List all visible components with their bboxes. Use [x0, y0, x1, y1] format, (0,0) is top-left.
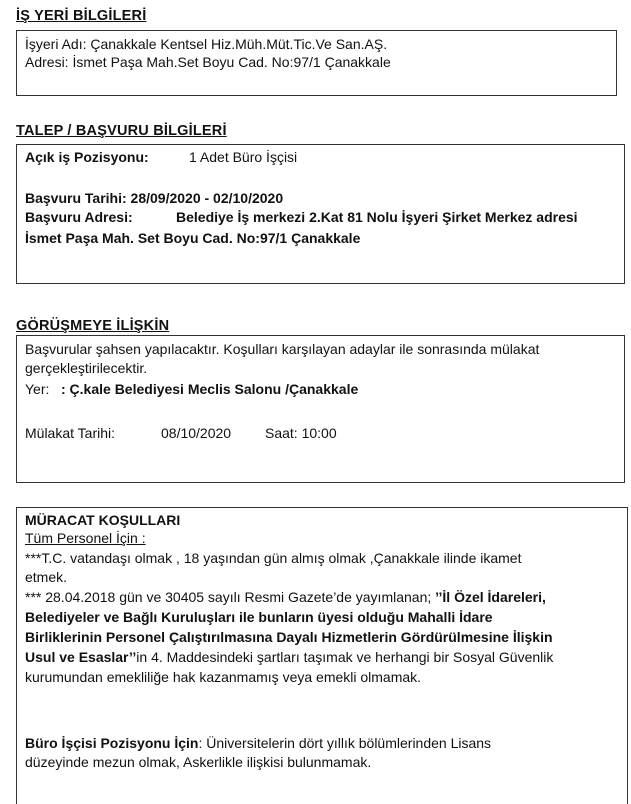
kosul1-line1: ***T.C. vatandaşı olmak , 18 yaşından gün almış olmak ,Çanakkale ilinde ikamet	[25, 550, 522, 566]
kosul2-line1-text: *** 28.04.2018 gün ve 30405 sayılı Resmi Gazete’de yayımlanan;	[25, 589, 436, 605]
buro-text1: : Üniversitelerin dört yıllık bölümlerinden Lisans	[198, 735, 492, 751]
yer-label: Yer:	[25, 381, 50, 397]
talep-box	[16, 144, 625, 284]
kosul2-line1-bold: ’’İl Özel İdareleri,	[435, 589, 546, 605]
buro-label: Büro İşçisi Pozisyonu İçin	[25, 735, 199, 751]
tum-personel-heading: Tüm Personel İçin :	[25, 530, 146, 546]
kosul2-line5: kurumundan emekliliğe hak kazanmamış veya emekli olmamak.	[25, 669, 422, 685]
kosul2-line1	[25, 588, 546, 606]
basvuru-adresi-devam: İsmet Paşa Mah. Set Boyu Cad. No:97/1 Çanakkale	[25, 230, 361, 246]
mulakat-tarihi-value: 08/10/2020	[161, 425, 232, 441]
isyeri-box	[16, 30, 617, 96]
kosul2-line2: Belediyeler ve Bağlı Kuruluşları ile bunların üyesi olduğu Mahalli İdare	[25, 609, 493, 625]
section-title-gorusme: GÖRÜŞMEYE İLİŞKİN	[16, 318, 170, 334]
pozisyon-label: Açık iş Pozisyonu:	[25, 149, 149, 165]
basvuru-tarihi: Başvuru Tarihi: 28/09/2020 - 02/10/2020	[25, 190, 284, 206]
buro-line2: düzeyinde mezun olmak, Askerlikle ilişkisi bulunmamak.	[25, 754, 372, 770]
mulakat-saat: Saat: 10:00	[265, 425, 337, 441]
gorusme-line1: Başvurular şahsen yapılacaktır. Koşulları karşılayan adaylar ile sonrasında mülakat	[25, 341, 540, 357]
muracat-title: MÜRACAT KOŞULLARI	[25, 512, 181, 528]
kosul2-line4-bold: Usul ve Esaslar’’	[25, 649, 137, 665]
kosul1-line2: etmek.	[25, 569, 68, 585]
section-title-talep: TALEP / BAŞVURU BİLGİLERİ	[16, 123, 227, 139]
isyeri-adi: İşyeri Adı: Çanakkale Kentsel Hiz.Müh.Müt.Tic.Ve San.AŞ.	[25, 36, 388, 52]
gorusme-line2: gerçekleştirilecektir.	[25, 360, 148, 376]
kosul2-line4-text: in 4. Maddesindeki şartları taşımak ve herhangi bir Sosyal Güvenlik	[136, 649, 554, 665]
isyeri-adresi: Adresi: İsmet Paşa Mah.Set Boyu Cad. No:97/1 Çanakkale	[25, 54, 391, 70]
buro-line1	[25, 734, 491, 752]
kosul2-line3: Birliklerinin Personel Çalıştırılmasına Dayalı Hizmetlerin Gördürülmesine İlişkin	[25, 629, 553, 645]
gorusme-box	[16, 335, 625, 483]
basvuru-adresi-label: Başvuru Adresi:	[25, 209, 133, 225]
yer-value: : Ç.kale Belediyesi Meclis Salonu /Çanakkale	[61, 381, 359, 397]
section-title-isyeri: İŞ YERİ BİLGİLERİ	[16, 8, 147, 24]
pozisyon-value: 1 Adet Büro İşçisi	[189, 149, 298, 165]
muracat-box	[16, 507, 628, 804]
basvuru-adresi-value: Belediye İş merkezi 2.Kat 81 Nolu İşyeri Şirket Merkez adresi	[176, 209, 578, 225]
mulakat-tarihi-label: Mülakat Tarihi:	[25, 425, 116, 441]
kosul2-line4	[25, 648, 553, 666]
